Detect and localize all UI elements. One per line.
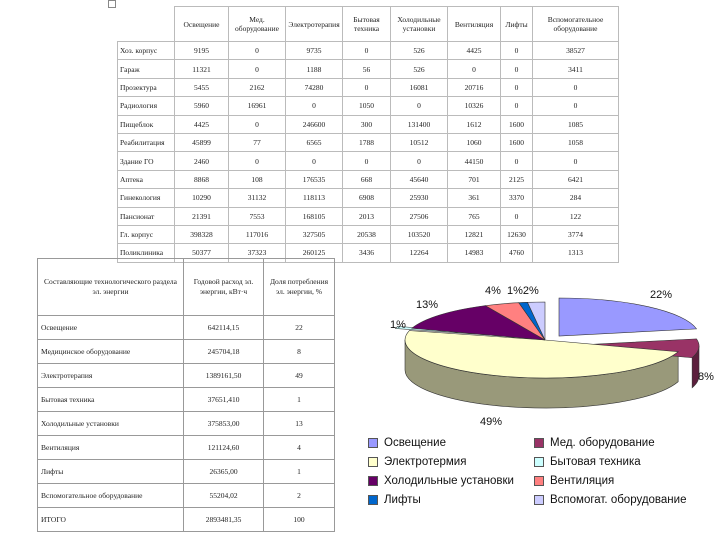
legend-item <box>534 437 655 449</box>
table-cell: 0 <box>501 152 533 170</box>
table-cell: 765 <box>448 207 501 225</box>
table-cell: 4760 <box>501 244 533 262</box>
table-cell: 27506 <box>391 207 448 225</box>
share-cell: 1 <box>264 388 335 412</box>
kwh-cell: 55204,02 <box>184 484 264 508</box>
column-header: Доля потребления эл. энергии, % <box>264 259 335 316</box>
legend-label: Бытовая техника <box>550 456 641 468</box>
table-cell: 10326 <box>448 97 501 115</box>
table-cell: 44150 <box>448 152 501 170</box>
table-cell: 5960 <box>175 97 229 115</box>
table-cell: 1600 <box>501 133 533 151</box>
share-cell: 49 <box>264 364 335 388</box>
column-header: Освещение <box>175 7 229 42</box>
table-cell: 38527 <box>533 42 619 60</box>
column-header: Электротерапия <box>286 7 343 42</box>
table-cell: 122 <box>533 207 619 225</box>
table-cell: 0 <box>343 152 391 170</box>
table-cell: 668 <box>343 170 391 188</box>
column-header: Годовой расход эл. энергии, кВт·ч <box>184 259 264 316</box>
share-cell: 100 <box>264 508 335 532</box>
legend-label: Электротермия <box>384 456 467 468</box>
table-cell: 0 <box>229 42 286 60</box>
row-name: Поликлиника <box>118 244 175 262</box>
row-name: Холодильные установки <box>38 412 184 436</box>
legend-swatch <box>368 438 378 448</box>
row-name: Вентиляция <box>38 436 184 460</box>
column-header: Бытовая техника <box>343 7 391 42</box>
table-cell: 0 <box>229 60 286 78</box>
table-cell: 3411 <box>533 60 619 78</box>
legend-item <box>368 437 446 449</box>
table-cell: 3774 <box>533 225 619 243</box>
legend-swatch <box>534 476 544 486</box>
table-row <box>118 42 619 60</box>
row-name: Прозектура <box>118 78 175 96</box>
table-cell: 6421 <box>533 170 619 188</box>
table-cell: 7553 <box>229 207 286 225</box>
table-cell: 1060 <box>448 133 501 151</box>
column-header: Холодильные установки <box>391 7 448 42</box>
pie-slice <box>559 298 697 336</box>
table-cell: 526 <box>391 42 448 60</box>
row-name: Гинекология <box>118 189 175 207</box>
kwh-cell: 245704,18 <box>184 340 264 364</box>
table-cell: 131400 <box>391 115 448 133</box>
row-name: Вспомогательное оборудование <box>38 484 184 508</box>
pie-data-label: 13% <box>416 299 439 311</box>
table-cell: 0 <box>391 97 448 115</box>
table-cell: 0 <box>501 207 533 225</box>
kwh-cell: 121124,60 <box>184 436 264 460</box>
legend-item <box>368 494 421 506</box>
table-cell: 12821 <box>448 225 501 243</box>
legend-item <box>368 456 466 468</box>
table-cell: 2162 <box>229 78 286 96</box>
table-cell: 12630 <box>501 225 533 243</box>
table-cell: 25930 <box>391 189 448 207</box>
table-cell: 0 <box>501 60 533 78</box>
table-cell: 108 <box>229 170 286 188</box>
pie-data-label: 8% <box>698 371 714 383</box>
legend-item <box>534 475 614 487</box>
table-cell: 10512 <box>391 133 448 151</box>
table-cell: 0 <box>343 42 391 60</box>
table-cell: 103520 <box>391 225 448 243</box>
column-header: Вспомогательное оборудование <box>533 7 619 42</box>
table-cell: 117016 <box>229 225 286 243</box>
table-cell: 246600 <box>286 115 343 133</box>
table-cell: 0 <box>448 60 501 78</box>
table-cell: 10290 <box>175 189 229 207</box>
table-cell: 9195 <box>175 42 229 60</box>
table-cell: 526 <box>391 60 448 78</box>
table-row <box>118 60 619 78</box>
table-cell: 300 <box>343 115 391 133</box>
table-cell: 0 <box>286 97 343 115</box>
table-cell: 2013 <box>343 207 391 225</box>
share-cell: 4 <box>264 436 335 460</box>
column-header: Лифты <box>501 7 533 42</box>
row-name: Электротерапия <box>38 364 184 388</box>
table-cell: 6908 <box>343 189 391 207</box>
table-cell: 56 <box>343 60 391 78</box>
share-cell: 1 <box>264 460 335 484</box>
row-name: Реабилитация <box>118 133 175 151</box>
table-row <box>118 78 619 96</box>
table-cell: 1612 <box>448 115 501 133</box>
kwh-cell: 375853,00 <box>184 412 264 436</box>
table-row <box>118 225 619 243</box>
table-cell: 20716 <box>448 78 501 96</box>
table-cell: 1050 <box>343 97 391 115</box>
table-cell: 0 <box>229 115 286 133</box>
share-cell: 2 <box>264 484 335 508</box>
row-name: Освещение <box>38 316 184 340</box>
table-cell: 12264 <box>391 244 448 262</box>
table-cell: 3436 <box>343 244 391 262</box>
table-cell: 6565 <box>286 133 343 151</box>
legend-swatch <box>534 495 544 505</box>
legend-label: Вентиляция <box>550 475 615 487</box>
table-row <box>118 152 619 170</box>
table-row <box>118 133 619 151</box>
legend-swatch <box>368 457 378 467</box>
consumption-by-building-table <box>117 6 619 263</box>
table-cell: 1085 <box>533 115 619 133</box>
column-header: Составляющие технологического раздела эл. энергии <box>38 259 184 316</box>
legend-item <box>534 456 641 468</box>
table-cell: 2460 <box>175 152 229 170</box>
table-cell: 37323 <box>229 244 286 262</box>
table-row <box>38 316 335 340</box>
legend-swatch <box>368 476 378 486</box>
share-cell: 8 <box>264 340 335 364</box>
table-cell: 361 <box>448 189 501 207</box>
table-cell: 118113 <box>286 189 343 207</box>
table-cell: 0 <box>343 78 391 96</box>
table-cell: 9735 <box>286 42 343 60</box>
table-cell: 0 <box>391 152 448 170</box>
energy-share-table <box>37 258 335 532</box>
column-header: Вентиляция <box>448 7 501 42</box>
row-name: Радиология <box>118 97 175 115</box>
pie-data-label: 22% <box>650 289 673 301</box>
table-row <box>38 340 335 364</box>
table-row <box>38 364 335 388</box>
row-name: Пищеблок <box>118 115 175 133</box>
pie-data-label: 1% <box>390 319 406 331</box>
table-cell: 176535 <box>286 170 343 188</box>
table-cell: 1788 <box>343 133 391 151</box>
table-cell: 16081 <box>391 78 448 96</box>
table-cell: 3370 <box>501 189 533 207</box>
table-cell: 260125 <box>286 244 343 262</box>
table-cell: 16961 <box>229 97 286 115</box>
table-cell: 8868 <box>175 170 229 188</box>
legend-label: Освещение <box>384 437 446 449</box>
table-cell: 0 <box>501 42 533 60</box>
legend-label: Мед. оборудование <box>550 437 655 449</box>
table-cell: 31132 <box>229 189 286 207</box>
table-cell: 327505 <box>286 225 343 243</box>
legend-item <box>368 475 514 487</box>
pie-data-label-combined: 1%2% <box>507 285 539 297</box>
row-name: Гараж <box>118 60 175 78</box>
table-cell: 45640 <box>391 170 448 188</box>
legend-label: Холодильные установки <box>384 475 514 487</box>
table-cell: 2125 <box>501 170 533 188</box>
table-row <box>118 170 619 188</box>
pie-data-label: 49% <box>480 416 503 428</box>
table-row <box>118 189 619 207</box>
table-cell: 701 <box>448 170 501 188</box>
table-row <box>38 388 335 412</box>
pie-data-label: 4% <box>485 285 501 297</box>
share-cell: 22 <box>264 316 335 340</box>
table-row <box>38 508 335 532</box>
table-cell: 77 <box>229 133 286 151</box>
row-name: Лифты <box>38 460 184 484</box>
table-cell: 284 <box>533 189 619 207</box>
energy-share-pie-chart <box>360 270 714 430</box>
row-name: Медицинское оборудование <box>38 340 184 364</box>
column-header: Мед. оборудование <box>229 7 286 42</box>
legend-label: Лифты <box>384 494 421 506</box>
table-cell: 0 <box>501 78 533 96</box>
corner-cell <box>118 7 175 42</box>
table-cell: 14983 <box>448 244 501 262</box>
table-row <box>38 412 335 436</box>
kwh-cell: 642114,15 <box>184 316 264 340</box>
table-cell: 11321 <box>175 60 229 78</box>
kwh-cell: 1389161,50 <box>184 364 264 388</box>
legend-swatch <box>534 457 544 467</box>
legend-item <box>534 494 686 506</box>
kwh-cell: 2893481,35 <box>184 508 264 532</box>
row-name: Здание ГО <box>118 152 175 170</box>
table-row <box>118 115 619 133</box>
table-cell: 0 <box>533 97 619 115</box>
table-row <box>38 436 335 460</box>
table-row <box>118 207 619 225</box>
table-cell: 5455 <box>175 78 229 96</box>
table-row <box>118 97 619 115</box>
legend-swatch <box>368 495 378 505</box>
table-cell: 1313 <box>533 244 619 262</box>
table-cell: 0 <box>501 97 533 115</box>
table-cell: 21391 <box>175 207 229 225</box>
kwh-cell: 26365,00 <box>184 460 264 484</box>
row-name: Бытовая техника <box>38 388 184 412</box>
table-cell: 50377 <box>175 244 229 262</box>
table-cell: 20538 <box>343 225 391 243</box>
table-cell: 0 <box>229 152 286 170</box>
row-name: Гл. корпус <box>118 225 175 243</box>
legend-swatch <box>534 438 544 448</box>
scan-corner-mark <box>108 0 116 8</box>
table-cell: 4425 <box>448 42 501 60</box>
table-cell: 1058 <box>533 133 619 151</box>
table-cell: 0 <box>533 152 619 170</box>
table-cell: 398328 <box>175 225 229 243</box>
share-cell: 13 <box>264 412 335 436</box>
table-cell: 1188 <box>286 60 343 78</box>
table-cell: 1600 <box>501 115 533 133</box>
row-name: Пансионат <box>118 207 175 225</box>
kwh-cell: 37651,410 <box>184 388 264 412</box>
table-cell: 168105 <box>286 207 343 225</box>
table-row <box>38 460 335 484</box>
table-cell: 4425 <box>175 115 229 133</box>
row-name: Аптека <box>118 170 175 188</box>
table-cell: 0 <box>533 78 619 96</box>
row-name: Хоз. корпус <box>118 42 175 60</box>
table-cell: 0 <box>286 152 343 170</box>
legend-label: Вспомогат. оборудование <box>550 494 687 506</box>
table-cell: 74280 <box>286 78 343 96</box>
table-cell: 45899 <box>175 133 229 151</box>
table-row <box>38 484 335 508</box>
row-name: ИТОГО <box>38 508 184 532</box>
